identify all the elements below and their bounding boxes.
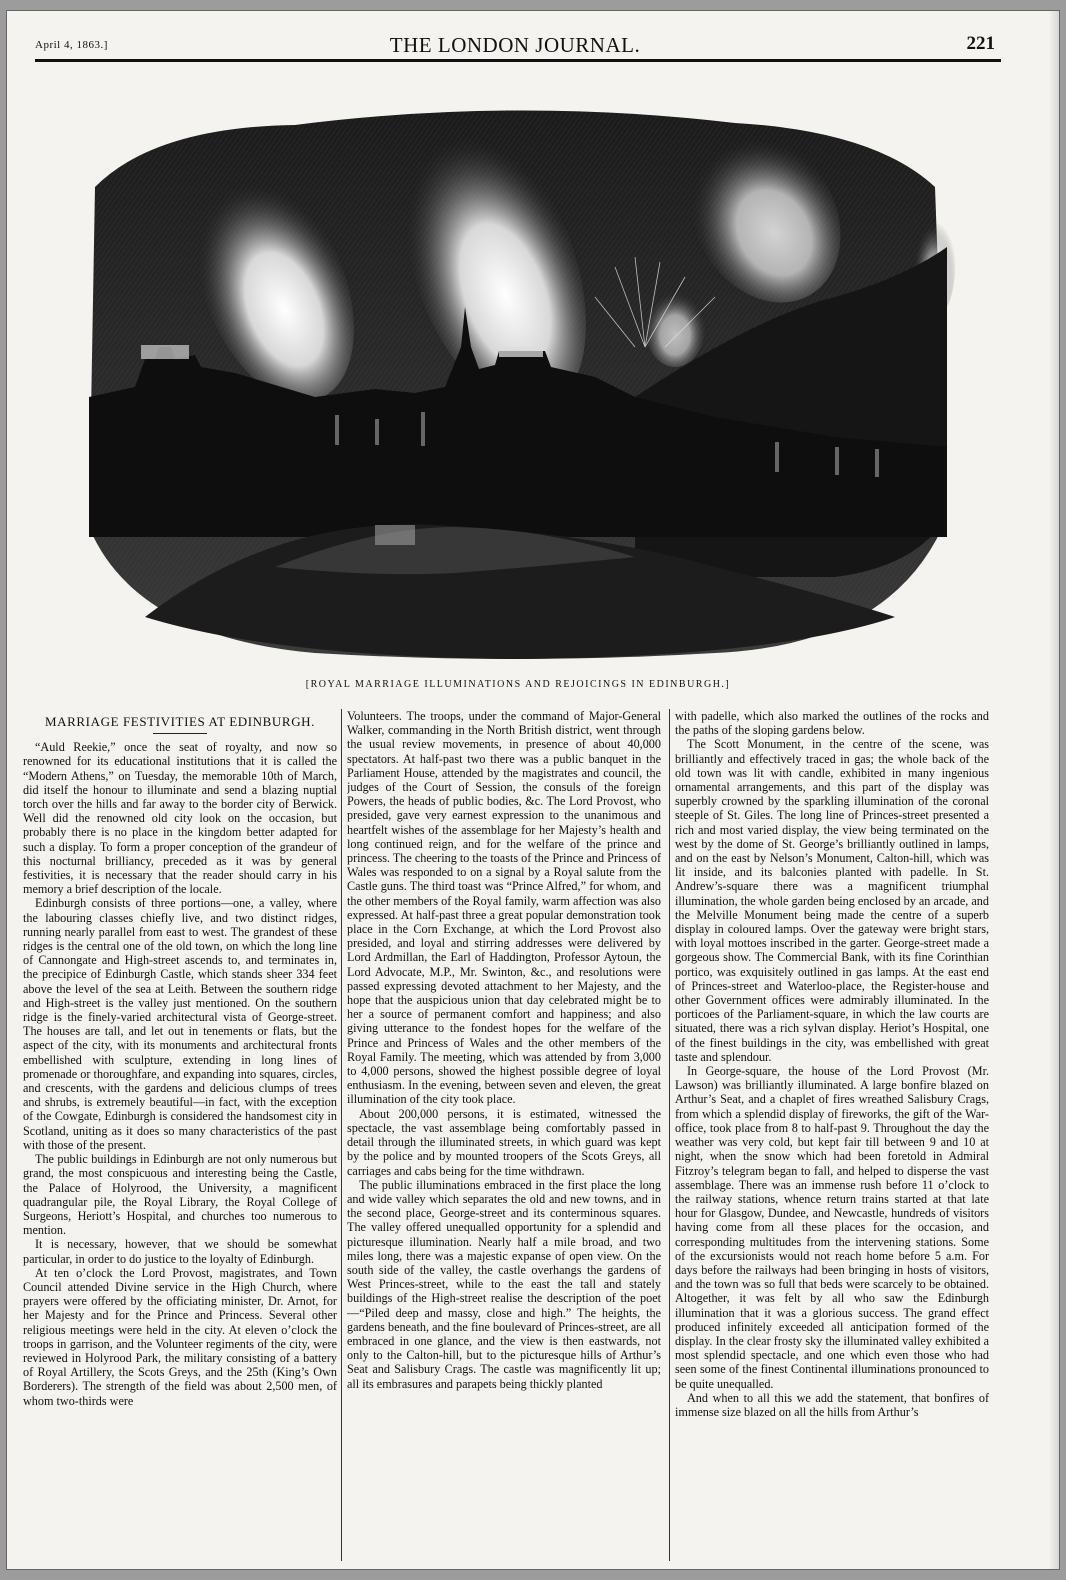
paragraph: At ten o’clock the Lord Provost, magistrates, and Town Council attended Divine service in the High Church, where prayers were offered by the officiating minister, Dr. Arnot, for her Majesty and for the Prince and Princess. Several other religious meetings were held in the city. At eleven o’clock the troops in garrison, and the Volunteer regiments of the city, were reviewed in Holyrood Park, the military consisting of a battery of Royal Artillery, the Scots Greys, and the 25th (King’s Own Borderers). The strength of the field was about 2,500 men, of whom two-thirds were — [23, 1265, 337, 1408]
article-column-1 — [23, 709, 337, 1564]
paragraph: The public illuminations embraced in the first place the long and wide valley which separates the old and new towns, and in the second place, George-street and its conterminous squares. The valley offered unequalled opportunity for a splendid and picturesque illumination. Nearly half a mile broad, and two miles long, there was a majestic expanse of open view. On the south side of the valley, the castle overhangs the gardens of West Princes-street, while to the east the tall and stately buildings of the High-street realise the description of the poet—“Piled deep and massy, close and high.” The heights, the gardens beneath, and the fine boulevard of Princes-street, are all embraced in one glance, and the view is then eastwards, not only to the Calton-hill, but to the picturesque hills of Arthur’s Seat and Salisbury Crags. The castle was magnificently lit up; all its embrasures and parapets being thickly planted — [347, 1177, 661, 1391]
column-divider — [341, 709, 342, 1561]
newspaper-page — [6, 10, 1060, 1570]
paragraph: About 200,000 persons, it is estimated, witnessed the spectacle, the vast assemblage being comfortably passed in detail through the illuminated streets, in which guard was kept by the police and by mounted troopers of the Scots Greys, all carriages and cabs being for the time withdrawn. — [347, 1106, 661, 1178]
running-head — [35, 33, 995, 59]
article-column-3 — [675, 709, 989, 1564]
issue-date: April 4, 1863.] — [35, 39, 108, 51]
paragraph: Edinburgh consists of three portions—one, a valley, where the labouring classes chiefly live, and two distinct ridges, running nearly parallel from east to west. The grandest of these ridges is the central one of the old town, on which the long line of Cannongate and High-street ascends to, and terminates in, the precipice of Edinburgh Castle, which stands sheer 334 feet above the level of the sea at Leith. Between the southern ridge and High-street is the valley just mentioned. On the southern ridge is the finely-varied architectural vista of George-street. The houses are tall, and let out in tenements or flats, but the aspect of the city, with its monuments and architectural fronts embellished with sculpture, extending in long lines of promenade or thoroughfare, and expanding into squares, circles, and crescents, with the gardens and delicious clumps of trees and shrubs, is extremely beautiful—in fact, with the exception of the Cowgate, Edinburgh is considered the handsomest city in Scotland, uniting as it does so many characteristics of the past with those of the present. — [23, 896, 337, 1152]
paragraph: Volunteers. The troops, under the command of Major-General Walker, commanding in the North British district, went through the usual review movements, in presence of about 40,000 spectators. At half-past two there was a public banquet in the Parliament House, attended by the magistrates and council, the judges of the Court of Session, the consuls of the foreign Powers, the heads of public bodies, &c. The Lord Provost, who presided, gave very earnest expression to the unanimous and heartfelt wishes of the assemblage for her Majesty’s health and long continued reign, and for the welfare of the prince and princess. The cheering to the toasts of the Prince and Princess of Wales was responded to on a signal by a Royal salute from the Castle guns. The third toast was “Prince Alfred,” for whom, and the other members of the Royal family, warm affection was also expressed. At half-past three a great popular demonstration took place in the Corn Exchange, at which the Lord Provost also presided, and loyal and stirring addresses were delivered by Lord Ardmillan, the Earl of Haddington, Professor Aytoun, the Lord Advocate, M.P., Mr. Swinton, &c., and resolutions were passed expressing devoted attachment to her Majesty, and the hope that the auspicious union that day celebrated might be to her a source of permanent comfort and happiness; and also giving utterance to the fondest hopes for the welfare of the Prince and Princess of Wales and the other members of the Royal Family. The meeting, which was attended by from 3,000 to 4,000 persons, showed the highest possible degree of loyal enthusiasm. In the evening, between seven and eleven, the great illumination of the city took place. — [347, 709, 661, 1107]
article-column-2 — [347, 709, 661, 1564]
journal-title: THE LONDON JOURNAL. — [389, 33, 641, 57]
heading-rule — [153, 733, 207, 734]
paragraph: It is necessary, however, that we should be somewhat particular, in order to do justice to the loyalty of Edinburgh. — [23, 1237, 337, 1266]
page-number: 221 — [966, 33, 995, 54]
header-rule — [35, 59, 1001, 62]
article-heading: MARRIAGE FESTIVITIES AT EDINBURGH. — [44, 714, 316, 729]
paragraph: The public buildings in Edinburgh are not only numerous but grand, the most conspicuous and interesting being the Castle, the Palace of Holyrood, the University, a magnificent quadrangular pile, the Royal Library, the Royal College of Surgeons, Heriott’s Hospital, and churches too numerous to mention. — [23, 1152, 337, 1238]
illumination-engraving — [75, 97, 955, 661]
page-edge-shadow — [1049, 11, 1059, 1569]
paragraph: “Auld Reekie,” once the seat of royalty, and now so renowned for its educational institutions that it is called the “Modern Athens,” on Tuesday, the memorable 10th of March, did itself the honour to illuminate and send a blazing nuptial torch over the hills and far away to the border city of Berwick. Well did the renowned old city look on the occasion, but probably there is no place in the kingdom better adapted for such a display. To form a proper conception of the grandeur of this nocturnal brilliancy, preceded as it was by general festivities, it is necessary that the reader should carry in his memory a brief description of the locale. — [23, 740, 337, 897]
illustration-caption: [ROYAL MARRIAGE ILLUMINATIONS AND REJOICINGS IN EDINBURGH.] — [305, 679, 731, 690]
paragraph: In George-square, the house of the Lord Provost (Mr. Lawson) was brilliantly illuminated. A large bonfire blazed on Arthur’s Seat, and a chaplet of fires wreathed Salisbury Crags, from which a splendid display of fireworks, the gift of the War-office, took place from 8 to half-past 9. Throughout the day the weather was very cold, but kept fair till between 9 and 10 at night, when the snow which had been foretold in Admiral Fitzroy’s telegram began to fall, and helped to disperse the vast assemblage. There was an immense rush before 11 o’clock to the railway stations, whence return trains started at that late hour for Glasgow, Dundee, and Newcastle, hundreds of visitors having come from all these places for the occasion, and corresponding multitudes from the intervening stations. Some of the excursionists would not reach home before 5 a.m. For days before the railways had been bringing in hosts of visitors, and the town was so full that beds were scarcely to be obtained. Altogether, it was felt by all who saw the Edinburgh illumination that it was a glorious success. The grand effect produced infinitely exceeded all anticipation formed of the display. In the clear frosty sky the illuminated valley exhibited a most splendid spectacle, and one which even those who had seen some of the finest Continental illuminations pronounced to be quite unequalled. — [675, 1064, 989, 1391]
paragraph: And when to all this we add the statement, that bonfires of immense size blazed on all the hills from Arthur’s — [675, 1390, 989, 1419]
column-divider — [669, 709, 670, 1561]
paragraph: with padelle, which also marked the outlines of the rocks and the paths of the sloping gardens below. — [675, 709, 989, 738]
paragraph: The Scott Monument, in the centre of the scene, was brilliantly and effectively traced in gas; the whole back of the old town was lit with candle, exhibited in many ingenious ornamental arrangements, and this part of the display was superbly crowned by the sparkling illumination of the coronal steeple of St. Giles. The long line of Princes-street presented a rich and most varied display, the view being terminated on the west by the dome of St. George’s brilliantly outlined in lamps, and on the east by Nelson’s Monument, Calton-hill, which was lit inside, and its balconies planted with padelle. In St. Andrew’s-square there was a magnificent triumphal illumination, the whole garden being enclosed by an arcade, and the Melville Monument being made the centre of a superb display in coloured lamps. Over the gateway were bright stars, with loyal mottoes inscribed in the garter. George-street made a gorgeous show. The Commercial Bank, with its fine Corinthian portico, was exquisitely outlined in gas lamps. At the east end of Princes-street and Waterloo-place, the Register-house and other Government offices were admirably illuminated. In the porticoes of the Parliament-square, in which the law courts are situated, there was a rich sylvan display. Heriot’s Hospital, one of the finest buildings in the city, was embellished with great taste and splendour. — [675, 737, 989, 1064]
